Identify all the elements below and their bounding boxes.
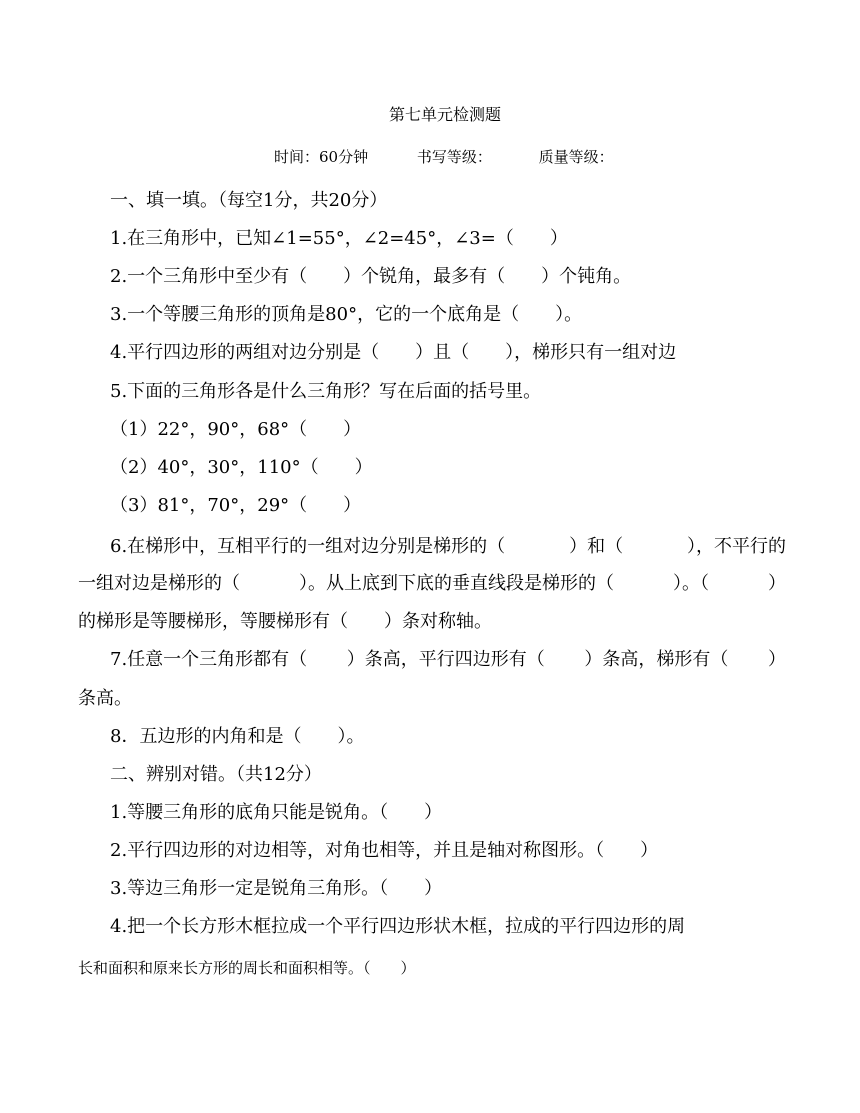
- question-line: 2.平行四边形的对边相等，对角也相等，并且是轴对称图形。（ ）: [110, 840, 659, 861]
- question-fragment: 6.在梯形中，互相平行的一组对边分别是梯形的（: [110, 536, 506, 557]
- section-heading: 一、填一填。（每空1分，共20分）: [110, 190, 388, 211]
- question-line: 条高。: [78, 688, 132, 709]
- question-line: 4.平行四边形的两组对边分别是（ ）且（ ），梯形只有一组对边: [110, 342, 677, 363]
- question-line: 4.把一个长方形木框拉成一个平行四边形状木框，拉成的平行四边形的周: [110, 916, 686, 937]
- question-line: 的梯形是等腰梯形，等腰梯形有（ ）条对称轴。: [78, 611, 492, 632]
- question-fragment: ）和（: [569, 536, 624, 557]
- question-subline: （1）22°，90°，68°（ ）: [110, 419, 362, 440]
- question-line: [110, 648, 786, 672]
- question-line: [78, 572, 786, 596]
- question-fragment: 一组对边是梯形的（: [78, 573, 240, 594]
- question-fragment: ）: [767, 649, 786, 670]
- header-meta: [274, 146, 614, 167]
- section-heading: 二、辨别对错。（共12分）: [110, 764, 322, 785]
- question-subline: （2）40°，30°，110°（ ）: [110, 457, 373, 478]
- question-fragment: 7.任意一个三角形都有（: [110, 649, 308, 670]
- question-line: [110, 535, 786, 559]
- question-subline: （3）81°，70°，29°（ ）: [110, 495, 362, 516]
- question-fragment: ）条高，梯形有（: [584, 649, 729, 670]
- question-fragment: ）。（: [673, 573, 709, 594]
- question-fragment: ）: [768, 573, 786, 594]
- question-line: 3.等边三角形一定是锐角三角形。（ ）: [110, 878, 443, 899]
- question-line: 1.等腰三角形的底角只能是锐角。（ ）: [110, 802, 443, 823]
- question-line: 长和面积和原来长方形的周长和面积相等。（ ）: [78, 959, 416, 977]
- writing-grade-label: 书写等级：: [416, 148, 492, 166]
- question-fragment: ），不平行的: [686, 536, 786, 557]
- question-fragment: ）条高，平行四边形有（: [346, 649, 545, 670]
- quality-grade-label: 质量等级：: [538, 148, 614, 166]
- question-line: 3.一个等腰三角形的顶角是80°，它的一个底角是（ ）。: [110, 304, 583, 325]
- question-line: 2.一个三角形中至少有（ ）个锐角，最多有（ ）个钝角。: [110, 266, 632, 287]
- question-line: 8．五边形的内角和是（ ）。: [110, 726, 365, 747]
- question-fragment: ）。从上底到下底的垂直线段是梯形的（: [299, 573, 614, 594]
- page-title: 第七单元检测题: [388, 105, 501, 124]
- question-line: 1.在三角形中，已知∠1=55°，∠2=45°，∠3=（ ）: [110, 228, 568, 249]
- time-label: 时间：60分钟: [274, 148, 369, 166]
- question-line: 5.下面的三角形各是什么三角形？写在后面的括号里。: [110, 381, 542, 402]
